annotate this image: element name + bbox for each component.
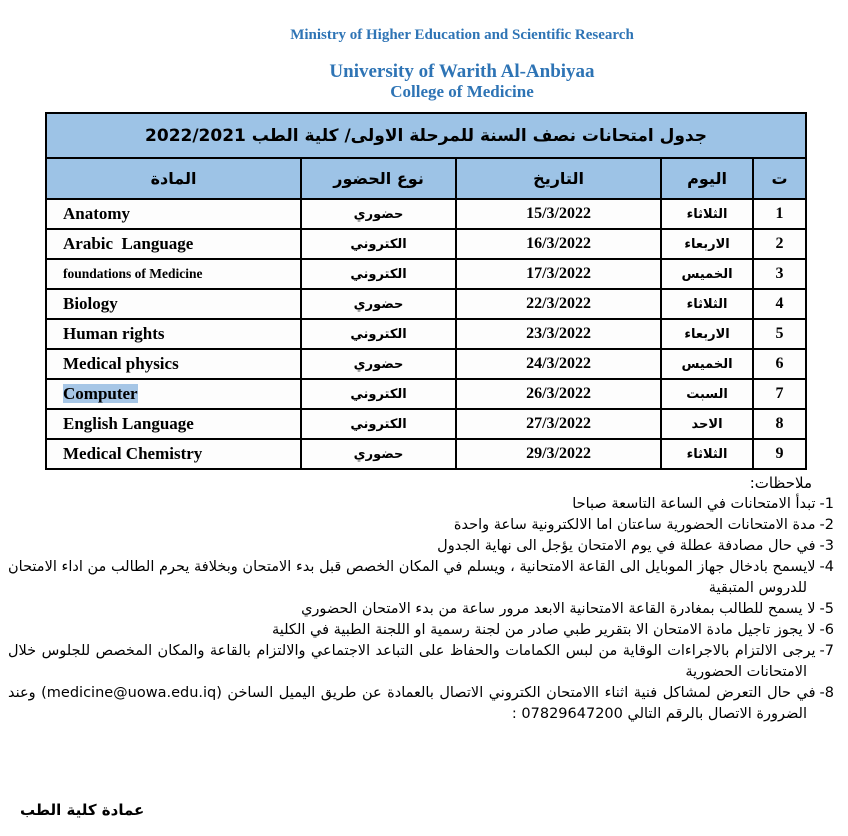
college-title: College of Medicine [390,82,534,101]
subject-cell: English Language [46,409,301,439]
day-cell: الاحد [661,409,753,439]
exam-schedule-table [45,112,807,470]
note-item [8,620,834,641]
note-item [8,557,834,599]
subject-cell: foundations of Medicine [46,259,301,289]
note-number: 6- [819,622,834,638]
table-title-row [46,113,806,158]
note-text: يرجى الالتزام بالاجراءات الوقاية من لبس الكمامات والحفاظ على التباعد الاجتماعي والالتزام بالقاعة والمكان المخصص للجلوس خلال الامتحانات الحضورية [8,643,816,680]
row-number: 3 [753,259,806,289]
note-number: 3- [819,538,834,554]
subject-cell: Medical Chemistry [46,439,301,469]
table-row [46,289,806,319]
note-text: في حال التعرض لمشاكل فنية اثناء االامتحان الكتروني الاتصال بالعمادة عن طريق اليميل الساخن (medicine@uowa.edu.iq) وعند الضرورة الاتصال بالرقم التالي 07829647200 : [8,685,816,722]
note-item [8,641,834,683]
day-cell: الخميس [661,259,753,289]
note-number: 8- [819,685,834,701]
col-header-no: ت [753,158,806,199]
note-number: 2- [819,517,834,533]
row-number: 9 [753,439,806,469]
row-number: 2 [753,229,806,259]
deanship-signature: عمادة كلية الطب [20,801,145,819]
note-text: لايسمح بادخال جهاز الموبايل الى القاعة الامتحانية ، ويسلم في المكان الخصص قبل بدء الامتحان وبخلافة يحرم الطالب من اداء الامتحان للدروس المتبقية [8,559,816,596]
attendance-cell: حضوري [301,439,456,469]
day-cell: الاربعاء [661,229,753,259]
table-row [46,229,806,259]
date-cell: 26/3/2022 [456,379,661,409]
selected-text-highlight: Computer [63,384,138,403]
subject-cell: Arabic Language [46,229,301,259]
note-text: لا يجوز تاجيل مادة الامتحان الا بتقرير طبي صادر من لجنة رسمية او اللجنة الطبية في الكلية [271,622,816,638]
table-row [46,349,806,379]
day-cell: السبت [661,379,753,409]
day-cell: الخميس [661,349,753,379]
attendance-cell: حضوري [301,349,456,379]
subject-cell: Human rights [46,319,301,349]
note-item [8,494,834,515]
table-row [46,319,806,349]
university-title: University of Warith Al-Anbiyaa [329,61,595,82]
ministry-title: Ministry of Higher Education and Scientific Research [290,27,634,43]
date-cell: 27/3/2022 [456,409,661,439]
table-row [46,259,806,289]
note-item [8,599,834,620]
table-row [46,199,806,229]
row-number: 5 [753,319,806,349]
row-number: 8 [753,409,806,439]
subject-cell: Medical physics [46,349,301,379]
date-cell: 24/3/2022 [456,349,661,379]
subject-cell: Anatomy [46,199,301,229]
day-cell: الثلاثاء [661,289,753,319]
table-header-row [46,158,806,199]
notes-heading: ملاحظات: [749,474,812,492]
row-number: 6 [753,349,806,379]
attendance-cell: حضوري [301,289,456,319]
date-cell: 22/3/2022 [456,289,661,319]
subject-cell [46,379,301,409]
notes-section [0,470,848,725]
row-number: 7 [753,379,806,409]
attendance-cell: الكتروني [301,259,456,289]
table-row [46,439,806,469]
date-cell: 23/3/2022 [456,319,661,349]
row-number: 1 [753,199,806,229]
note-text: تبدأ الامتحانات في الساعة التاسعة صباحا [572,496,816,512]
attendance-cell: الكتروني [301,379,456,409]
day-cell: الاربعاء [661,319,753,349]
table-title: جدول امتحانات نصف السنة للمرحلة الاولى/ كلية الطب 2022/2021 [46,113,806,158]
note-number: 1- [819,496,834,512]
date-cell: 16/3/2022 [456,229,661,259]
note-text: لا يسمح للطالب بمغادرة القاعة الامتحانية الابعد مرور ساعة من بدء الامتحان الحضوري [301,601,816,617]
attendance-cell: الكتروني [301,409,456,439]
note-item [8,536,834,557]
note-number: 5- [819,601,834,617]
day-cell: الثلاثاء [661,199,753,229]
note-number: 7- [819,643,834,659]
table-row [46,409,806,439]
col-header-day: اليوم [661,158,753,199]
col-header-attendance: نوع الحضور [301,158,456,199]
day-cell: الثلاثاء [661,439,753,469]
subject-cell: Biology [46,289,301,319]
attendance-cell: حضوري [301,199,456,229]
note-text: في حال مصادفة عطلة في يوم الامتحان يؤجل الى نهاية الجدول [437,538,816,554]
row-number: 4 [753,289,806,319]
attendance-cell: الكتروني [301,319,456,349]
date-cell: 15/3/2022 [456,199,661,229]
note-text: مدة الامتحانات الحضورية ساعتان اما الالكترونية ساعة واحدة [453,517,816,533]
table-row [46,379,806,409]
date-cell: 17/3/2022 [456,259,661,289]
col-header-subject: المادة [46,158,301,199]
note-item [8,515,834,536]
note-number: 4- [819,559,834,575]
date-cell: 29/3/2022 [456,439,661,469]
col-header-date: التاريخ [456,158,661,199]
letterhead [0,0,848,101]
attendance-cell: الكتروني [301,229,456,259]
note-item [8,683,834,725]
notes-list [8,494,834,725]
